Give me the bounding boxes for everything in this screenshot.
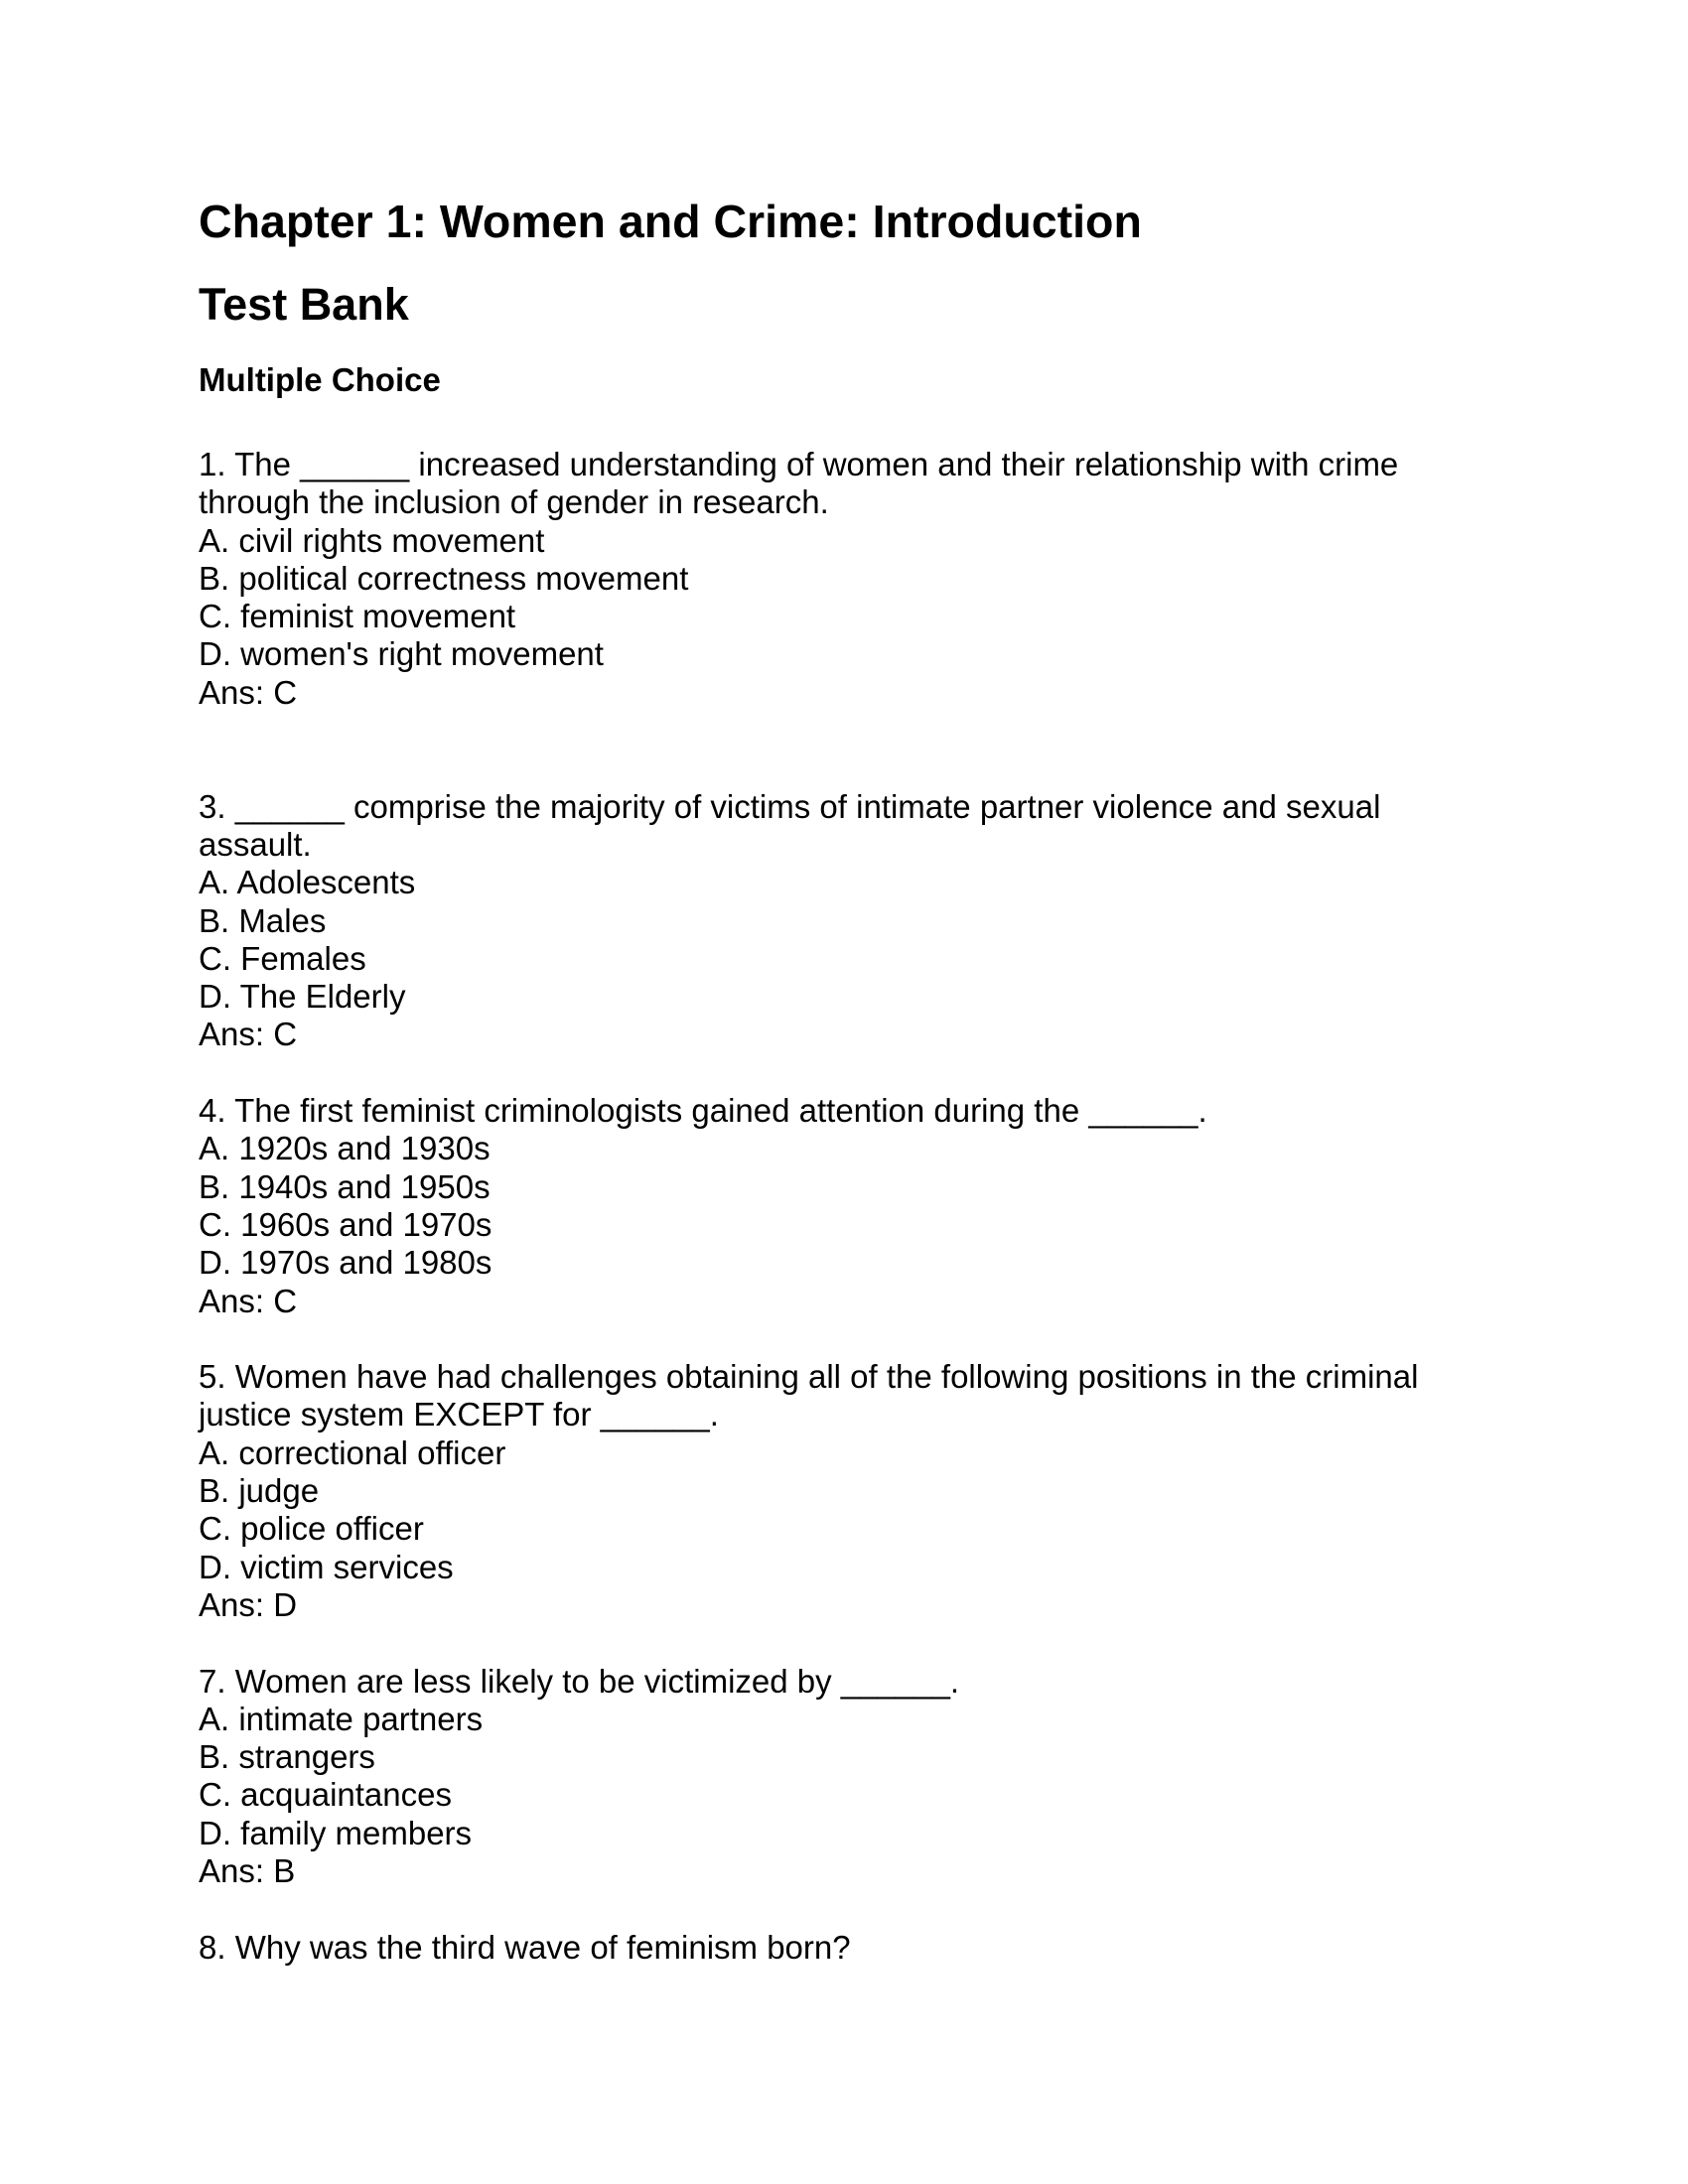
question-stem: through the inclusion of gender in research. (199, 483, 829, 521)
answer-key: Ans: D (199, 1585, 298, 1623)
spacer (199, 1054, 1509, 1092)
test-bank-heading: Test Bank (199, 279, 409, 330)
answer-option-b: B. 1940s and 1950s (199, 1167, 491, 1205)
question-stem: 7. Women are less likely to be victimized by ______. (199, 1662, 960, 1700)
question-stem: 3. ______ comprise the majority of victims of intimate partner violence and sexual (199, 787, 1381, 825)
question-4 (199, 1092, 1509, 1320)
question-5 (199, 1358, 1509, 1624)
answer-option-d: D. 1970s and 1980s (199, 1244, 492, 1282)
answer-key: Ans: C (199, 1282, 298, 1319)
answer-option-b: B. political correctness movement (199, 559, 689, 597)
answer-option-d: D. The Elderly (199, 978, 406, 1016)
answer-option-b: B. strangers (199, 1738, 375, 1776)
answer-option-c: C. police officer (199, 1510, 424, 1548)
answer-option-c: C. acquaintances (199, 1776, 452, 1814)
chapter-title: Chapter 1: Women and Crime: Introduction (199, 196, 1142, 247)
spacer (199, 1320, 1509, 1358)
answer-option-d: D. victim services (199, 1548, 454, 1585)
question-stem: 5. Women have had challenges obtaining all of the following positions in the criminal (199, 1358, 1419, 1396)
question-stem: 8. Why was the third wave of feminism born? (199, 1928, 851, 1966)
answer-key: Ans: C (199, 1016, 298, 1053)
answer-option-a: A. intimate partners (199, 1700, 484, 1737)
answer-option-b: B. Males (199, 901, 327, 939)
question-7 (199, 1663, 1509, 1891)
answer-option-d: D. family members (199, 1814, 473, 1851)
spacer (199, 712, 1509, 788)
question-1 (199, 446, 1509, 712)
question-3 (199, 788, 1509, 1054)
answer-option-a: A. 1920s and 1930s (199, 1130, 491, 1167)
answer-key: Ans: B (199, 1851, 296, 1889)
question-stem: assault. (199, 825, 312, 863)
question-stem: 4. The first feminist criminologists gained attention during the ______. (199, 1092, 1207, 1130)
question-8 (199, 1929, 1509, 1967)
answer-option-b: B. judge (199, 1472, 320, 1510)
answer-option-c: C. Females (199, 939, 366, 977)
answer-option-a: A. civil rights movement (199, 521, 545, 559)
answer-option-a: A. correctional officer (199, 1433, 506, 1471)
answer-key: Ans: C (199, 673, 298, 711)
question-stem: justice system EXCEPT for ______. (199, 1396, 719, 1433)
answer-option-a: A. Adolescents (199, 864, 416, 901)
spacer (199, 1890, 1509, 1928)
answer-option-d: D. women's right movement (199, 635, 604, 673)
section-heading-multiple-choice: Multiple Choice (199, 361, 441, 398)
answer-option-c: C. feminist movement (199, 598, 516, 635)
question-stem: 1. The ______ increased understanding of women and their relationship with crime (199, 446, 1399, 482)
spacer (199, 1624, 1509, 1662)
answer-option-c: C. 1960s and 1970s (199, 1205, 492, 1243)
question-list (199, 446, 1509, 1967)
